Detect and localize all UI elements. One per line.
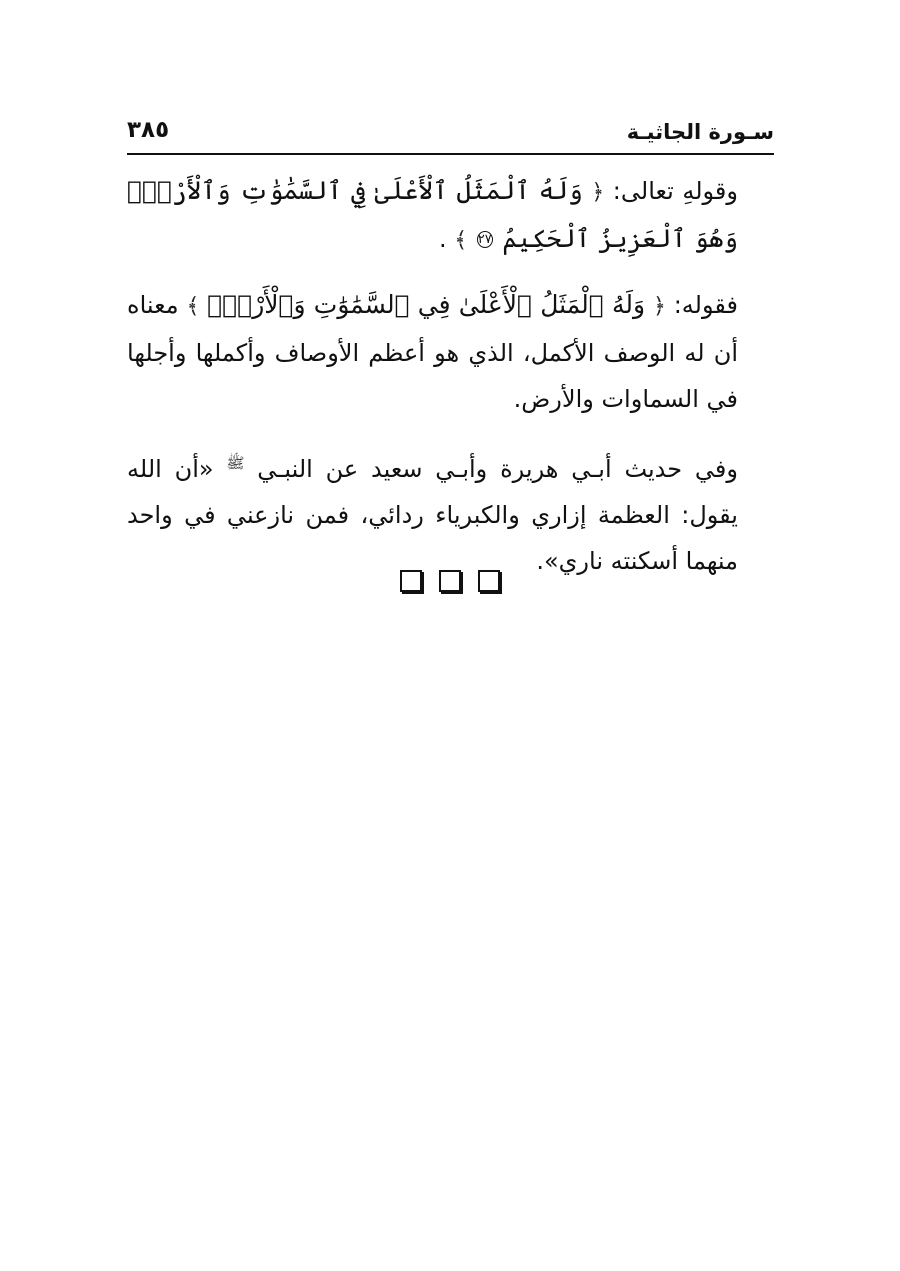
page-number: ٣٨٥ [127, 117, 170, 143]
box-icon [439, 570, 461, 592]
running-header [127, 112, 774, 152]
hadith-text: «أن الله يقول: العظمة إزاري والكبرياء ردائي، فمن نازعني في واحد منهما أسكنته ناري». [127, 455, 738, 575]
paragraph-lead: وقولهِ تعالى: [612, 177, 738, 205]
quran-bracket-close: ﴾ [186, 294, 200, 319]
box-icon [400, 570, 422, 592]
section-separator [400, 570, 500, 594]
surah-title: سـورة الجاثيـة [626, 120, 774, 144]
box-icon [478, 570, 500, 592]
paragraph-commentary [127, 282, 774, 422]
ayah-number-marker: ٢٧ [477, 232, 492, 247]
paragraph-end-mark: . [438, 225, 447, 253]
quran-bracket-close: ﴾ [454, 228, 468, 253]
paragraph-text: معناه أن له الوصف الأكمل، الذي هو أعظم الأوصاف وأكملها وأجلها في السماوات والأرض. [127, 291, 738, 413]
quran-bracket-open: ﴿ [652, 294, 666, 319]
header-rule [127, 153, 774, 155]
paragraph-verse-quote [127, 168, 774, 264]
quran-verse: وَلَهُ ٱلْمَثَلُ ٱلْأَعْلَىٰ فِي ٱلسَّمَٰوَٰتِ وَٱلْأَرْضِۚ وَهُوَ ٱلْعَزِيزُ ٱلْحَكِيمُ [127, 176, 738, 253]
paragraph-lead: فقوله: [673, 291, 738, 319]
paragraph-lead: وفي حديث أبـي هريرة وأبـي سعيد عن النبـي [257, 455, 738, 483]
page-body [127, 168, 774, 602]
quran-verse: وَلَهُ ٱلْمَثَلُ ٱلْأَعْلَىٰ فِي ٱلسَّمَٰوَٰتِ وَٱلْأَرْضِۚ [207, 290, 646, 319]
paragraph-hadith [127, 440, 774, 584]
salawat-symbol: ﷺ [226, 454, 245, 472]
quran-bracket-open: ﴿ [591, 180, 605, 205]
